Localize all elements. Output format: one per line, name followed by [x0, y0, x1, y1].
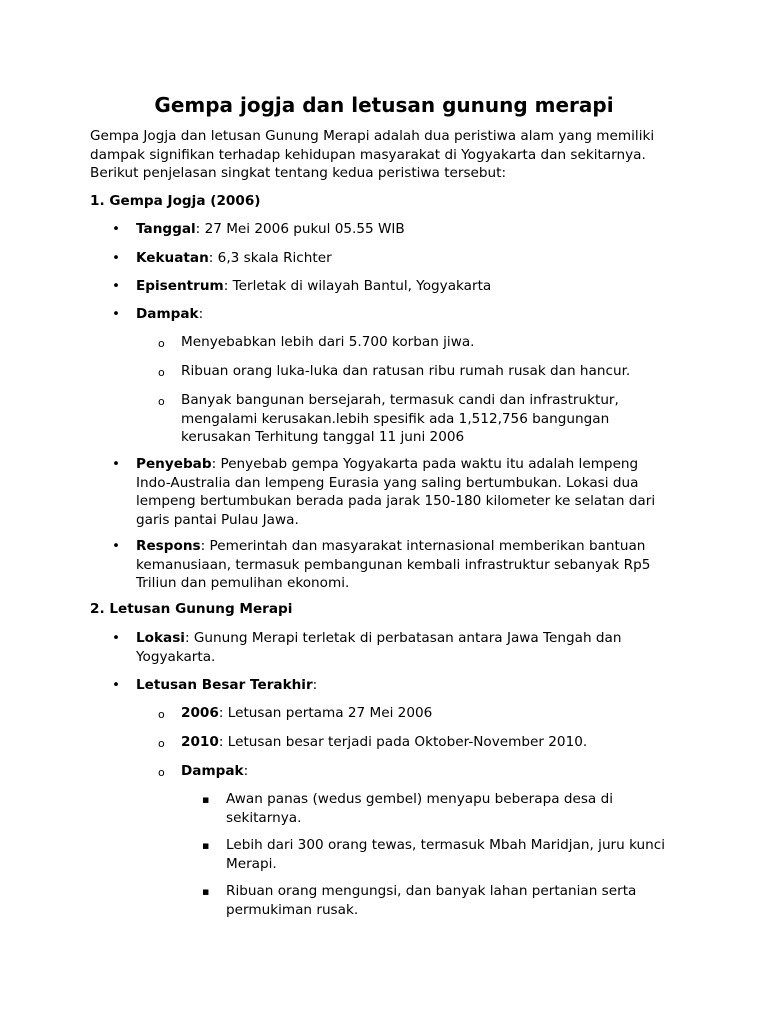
item-text: : Pemerintah dan masyarakat internasional memberikan bantuan kemanusiaan, termasuk pembangunan kembali infrastruktur sebanyak Rp5 Triliun dan pemulihan ekonomi.	[136, 538, 651, 591]
list-item-2010	[181, 733, 651, 752]
item-label: Penyebab	[136, 456, 212, 472]
item-text: :	[243, 763, 249, 779]
bullet-marker: •	[112, 538, 121, 554]
list-item-tanggal	[136, 220, 676, 239]
item-label: Episentrum	[136, 278, 224, 294]
square-marker: ▪	[202, 885, 210, 898]
list-item-dampak-merapi-sub: Awan panas (wedus gembel) menyapu beberapa desa di sekitarnya.	[226, 791, 613, 826]
bullet-marker: •	[112, 278, 121, 294]
item-text: :	[198, 306, 204, 322]
list-item-dampak	[136, 305, 676, 324]
bullet-marker: •	[112, 306, 121, 322]
bullet-marker: •	[112, 250, 121, 266]
item-text: : Terletak di wilayah Bantul, Yogyakarta	[223, 278, 492, 294]
square-marker: ▪	[202, 793, 210, 806]
list-item-dampak-merapi-sub: Ribuan orang mengungsi, dan banyak lahan pertanian serta permukiman rusak.	[226, 883, 637, 918]
list-item-dampak-merapi-sub: Lebih dari 300 orang tewas, termasuk Mbah Maridjan, juru kunci Merapi.	[226, 837, 666, 872]
circle-marker: o	[158, 766, 165, 779]
item-label: Lokasi	[136, 630, 185, 646]
list-item-dampak-sub: Ribuan orang luka-luka dan ratusan ribu rumah rusak dan hancur.	[181, 363, 631, 379]
list-item-2006	[181, 704, 651, 723]
circle-marker: o	[158, 337, 165, 350]
section-heading-merapi: 2. Letusan Gunung Merapi	[90, 601, 293, 617]
item-label: 2010	[181, 734, 219, 750]
item-label: Tanggal	[136, 221, 196, 237]
list-item-respons	[136, 537, 676, 593]
list-item-letusan	[136, 676, 676, 695]
item-label: 2006	[181, 705, 219, 721]
circle-marker: o	[158, 395, 165, 408]
item-text: : Letusan pertama 27 Mei 2006	[218, 705, 433, 721]
circle-marker: o	[158, 708, 165, 721]
item-text: : Gunung Merapi terletak di perbatasan antara Jawa Tengah dan Yogyakarta.	[136, 630, 622, 665]
item-label: Dampak	[181, 763, 244, 779]
section-heading-gempa: 1. Gempa Jogja (2006)	[90, 193, 261, 209]
bullet-marker: •	[112, 677, 121, 693]
list-item-episentrum	[136, 277, 676, 296]
square-marker: ▪	[202, 839, 210, 852]
item-text: : 27 Mei 2006 pukul 05.55 WIB	[195, 221, 405, 237]
circle-marker: o	[158, 737, 165, 750]
list-item-dampak-sub: Banyak bangunan bersejarah, termasuk candi dan infrastruktur, mengalami kerusakan.lebih spesifik ada 1,512,756 bangungan kerusakan Terhitung tanggal 11 juni 2006	[181, 392, 619, 445]
item-text: : Penyebab gempa Yogyakarta pada waktu itu adalah lempeng Indo-Australia dan lempeng Eurasia yang saling bertumbukan. Lokasi dua lempeng bertumbukan berada pada jarak 150-180 kilometer ke selatan dari garis pantai Pulau Jawa.	[136, 456, 656, 528]
item-label: Dampak	[136, 306, 199, 322]
item-text: : 6,3 skala Richter	[208, 250, 332, 266]
bullet-marker: •	[112, 221, 121, 237]
item-label: Kekuatan	[136, 250, 209, 266]
list-item-penyebab	[136, 455, 676, 529]
page-title: Gempa jogja dan letusan gunung merapi	[154, 93, 614, 117]
list-item-kekuatan	[136, 249, 676, 268]
list-item-lokasi	[136, 629, 676, 666]
list-item-dampak-sub: Menyebabkan lebih dari 5.700 korban jiwa.	[181, 334, 475, 350]
item-label: Letusan Besar Terakhir	[136, 677, 313, 693]
list-item-dampak-merapi	[181, 762, 651, 781]
bullet-marker: •	[112, 456, 121, 472]
item-text: : Letusan besar terjadi pada Oktober-November 2010.	[218, 734, 588, 750]
item-text: :	[312, 677, 318, 693]
bullet-marker: •	[112, 630, 121, 646]
item-label: Respons	[136, 538, 201, 554]
intro-paragraph: Gempa Jogja dan letusan Gunung Merapi adalah dua peristiwa alam yang memiliki dampak signifikan terhadap kehidupan masyarakat di Yogyakarta dan sekitarnya. Berikut penjelasan singkat tentang kedua peristiwa tersebut:	[90, 128, 655, 181]
circle-marker: o	[158, 366, 165, 379]
